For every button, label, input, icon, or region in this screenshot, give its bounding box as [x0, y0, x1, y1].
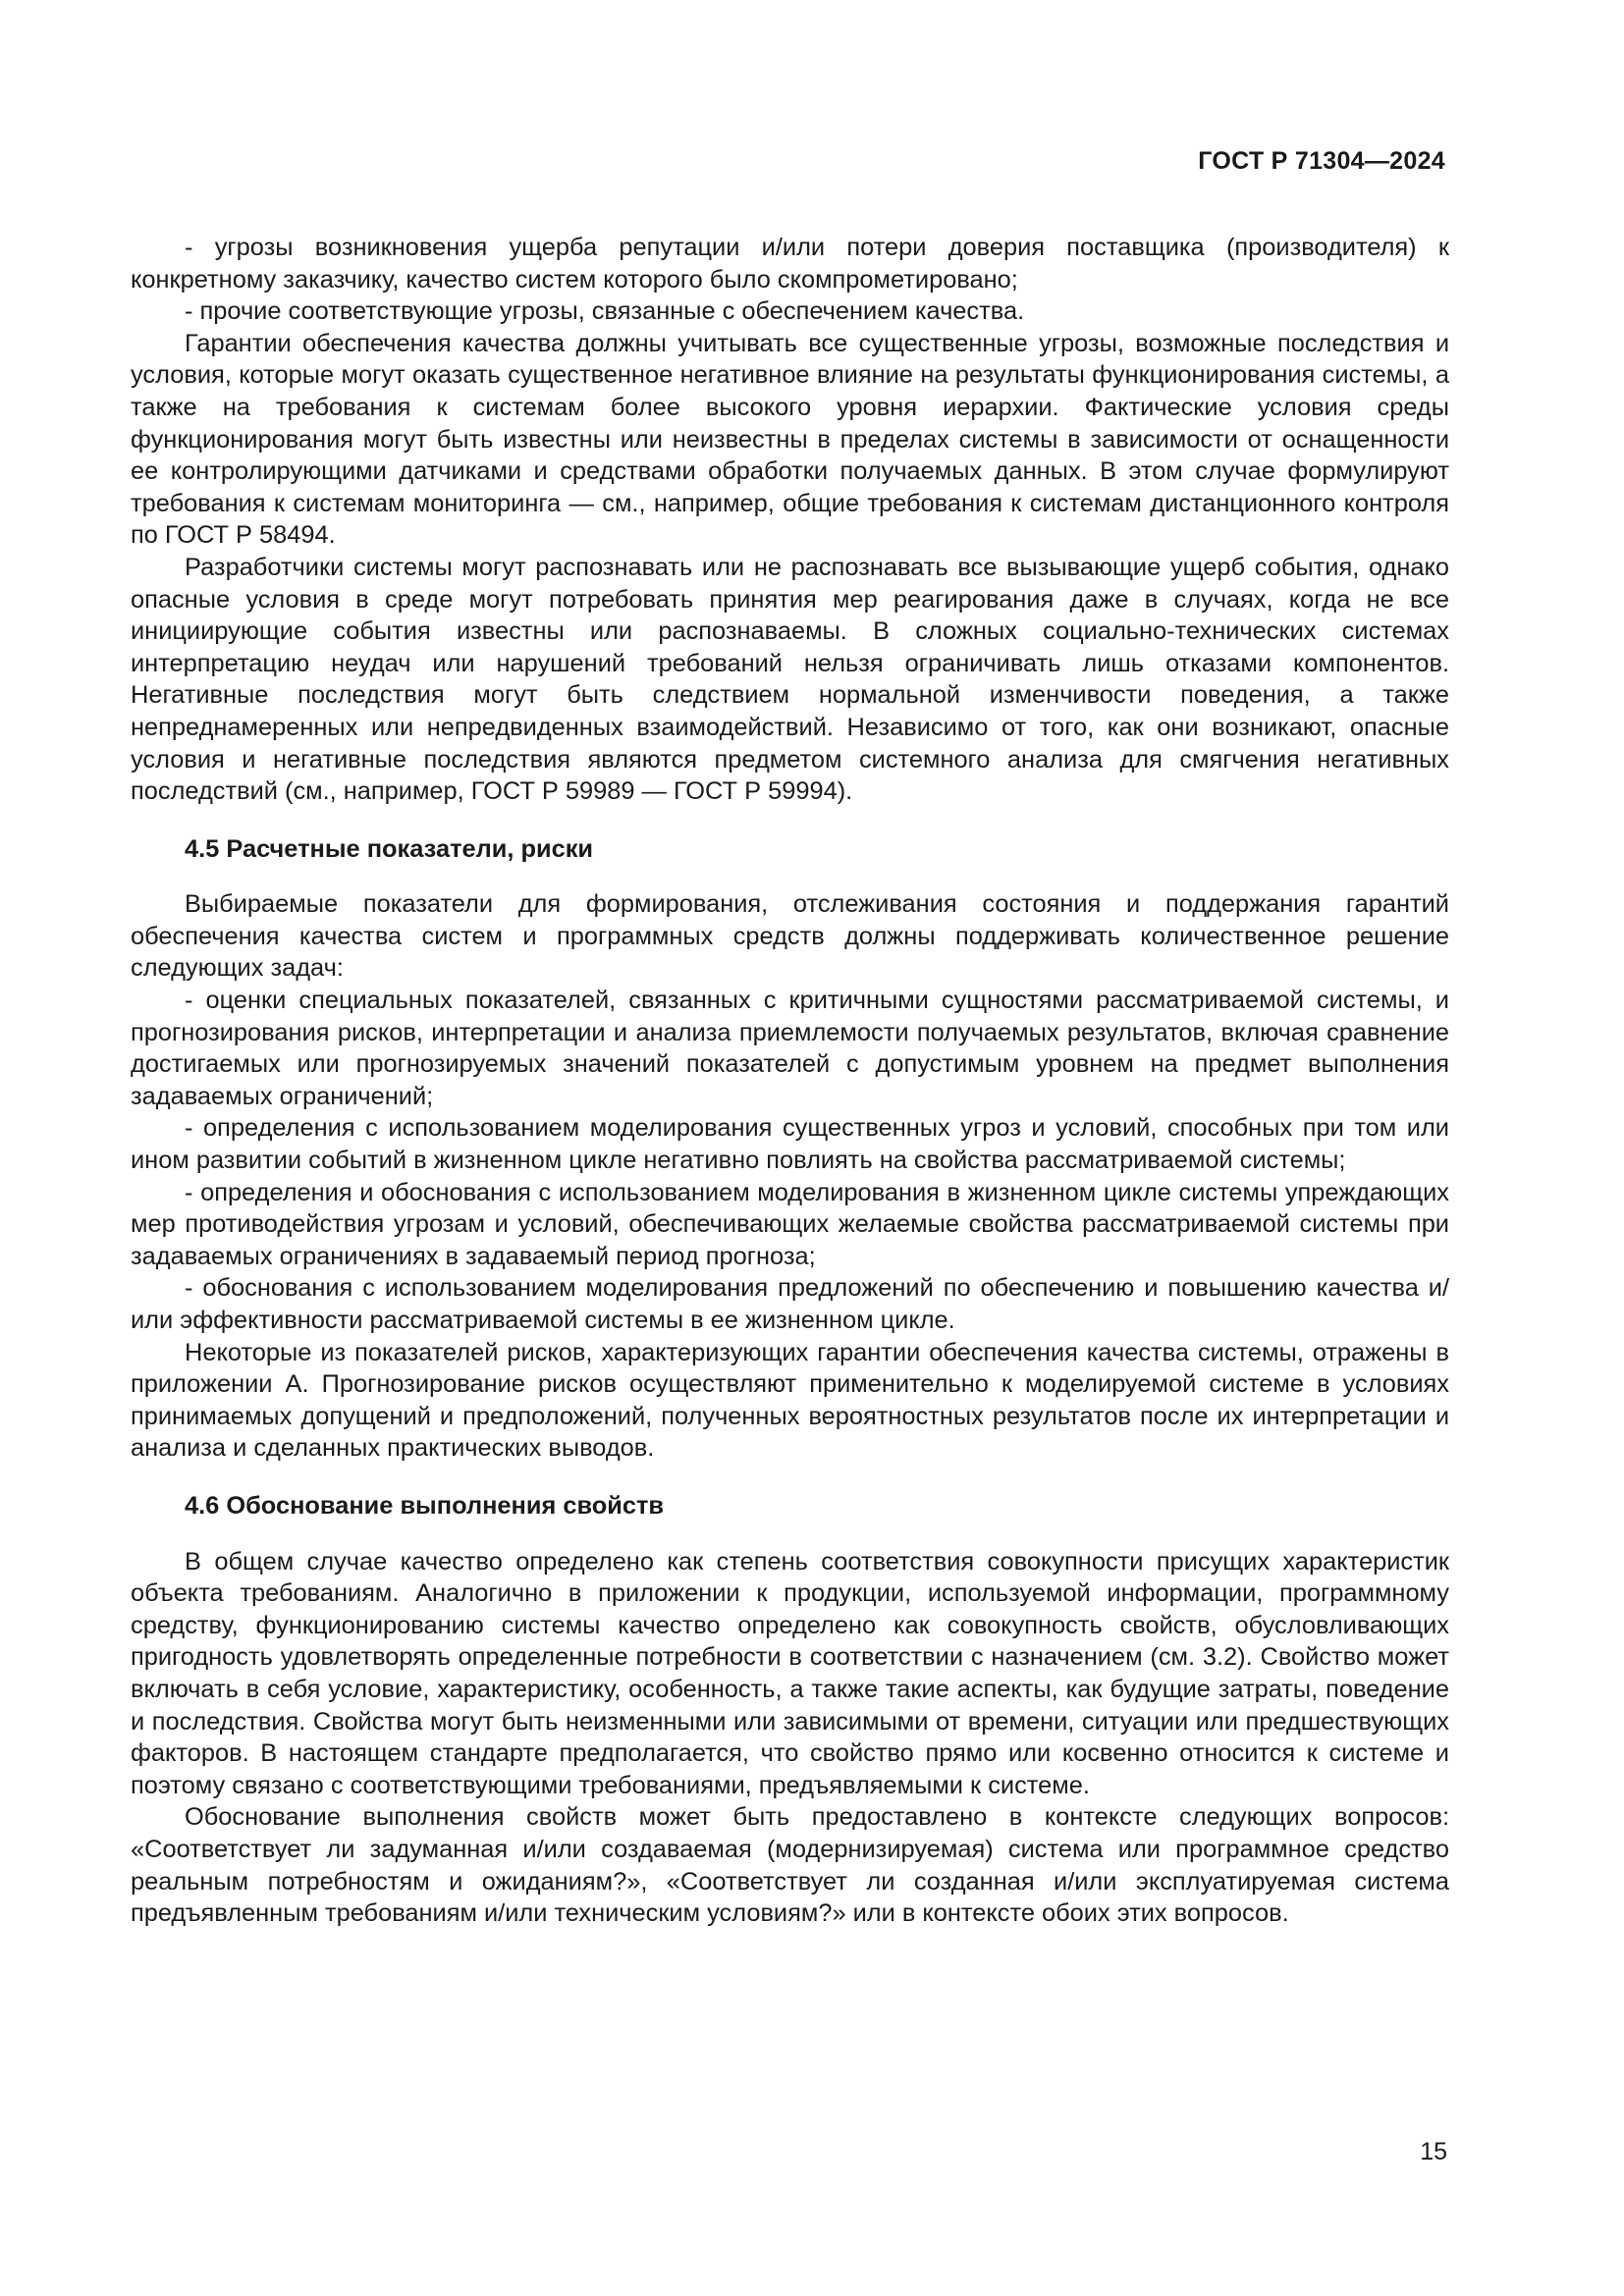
paragraph: В общем случае качество определено как степень соответствия совокупности присущих характеристик объекта требованиям. Аналогично в приложении к продукции, используемой информации, программному средству, функционированию системы качество определено как совокупность свойств, обусловливающих пригодность удовлетворять определенные потребности в соответствии с назначением (см. 3.2). Свойство может включать в себя условие, характеристику, особенность, а также такие аспекты, как будущие затраты, поведение и последствия. Свойства могут быть неизменными или зависимыми от времени, ситуации или предшествующих факторов. В настоящем стандарте предполагается, что свойство прямо или косвенно относится к системе и поэтому связано с соответствующими требованиями, предъявляемыми к системе.	[131, 1547, 1449, 1799]
page-number: 15	[1420, 2138, 1447, 2165]
paragraph: - угрозы возникновения ущерба репутации и/или потери доверия поставщика (производителя) к конкретному заказчику, качество систем которого было скомпрометировано;	[131, 234, 1449, 294]
document-body	[131, 232, 1449, 1930]
paragraph: - оценки специальных показателей, связанных с критичными сущностями рассматриваемой системы, и прогнозирования рисков, интерпретации и анализа приемлемости получаемых результатов, включая сравнение достигаемых или прогнозируемых значений показателей с допустимым уровнем на предмет выполнения задаваемых ограничений;	[131, 987, 1449, 1110]
paragraph: Выбираемые показатели для формирования, отслеживания состояния и поддержания гарантий обеспечения качества систем и программных средств должны поддерживать количественное решение следующих задач:	[131, 890, 1449, 983]
section-heading-4-5: 4.5 Расчетные показатели, риски	[185, 834, 594, 863]
paragraph: Обоснование выполнения свойств может быть предоставлено в контексте следующих вопросов: «Соответствует ли задуманная и/или создаваемая (модернизируемая) система или программное средство реальным потребностям и ожиданиям?», «Соответствует ли созданная и/или эксплуатируемая система предъявленным требованиям и/или техническим условиям?» или в контексте обоих этих вопросов.	[131, 1803, 1449, 1928]
section-heading-4-6: 4.6 Обоснование выполнения свойств	[185, 1491, 665, 1520]
paragraph: Некоторые из показателей рисков, характеризующих гарантии обеспечения качества системы, отражены в приложении А. Прогнозирование рисков осуществляют применительно к моделируемой системе в условиях принимаемых допущений и предположений, полученных вероятностных результатов после их интерпретации и анализа и сделанных практических выводов.	[131, 1338, 1449, 1463]
paragraph: - обоснования с использованием моделирования предложений по обеспечению и повышению качества и/или эффективности рассматриваемой системы в ее жизненном цикле.	[131, 1274, 1449, 1334]
paragraph: - определения и обоснования с использованием моделирования в жизненном цикле системы упреждающих мер противодействия угрозам и условий, обеспечивающих желаемые свойства рассматриваемой системы при задаваемых ограничениях в задаваемый период прогноза;	[131, 1178, 1449, 1270]
paragraph: - определения с использованием моделирования существенных угроз и условий, способных при том или ином развитии событий в жизненном цикле негативно повлиять на свойства рассматриваемой системы;	[131, 1114, 1449, 1175]
document-id: ГОСТ Р 71304—2024	[1198, 147, 1445, 175]
paragraph: - прочие соответствующие угрозы, связанные с обеспечением качества.	[185, 297, 1025, 326]
paragraph: Разработчики системы могут распознавать или не распознавать все вызывающие ущерб события, однако опасные условия в среде могут потребовать принятия мер реагирования даже в случаях, когда не все инициирующие события известны или распознаваемы. В сложных социально-технических системах интерпретацию неудач или нарушений требований нельзя ограничивать лишь отказами компонентов. Негативные последствия могут быть следствием нормальной изменчивости поведения, а также непреднамеренных или непредвиденных взаимодействий. Независимо от того, как они возникают, опасные условия и негативные последствия являются предметом системного анализа для смягчения негативных последствий (см., например, ГОСТ Р 59989 — ГОСТ Р 59994).	[131, 553, 1449, 806]
paragraph: Гарантии обеспечения качества должны учитывать все существенные угрозы, возможные последствия и условия, которые могут оказать существенное негативное влияние на результаты функционирования системы, а также на требования к системам более высокого уровня иерархии. Фактические условия среды функционирования могут быть известны или неизвестны в пределах системы в зависимости от оснащенности ее контролирующими датчиками и средствами обработки получаемых данных. В этом случае формулируют требования к системам мониторинга — см., например, общие требования к системам дистанционного контроля по ГОСТ Р 58494.	[131, 329, 1449, 550]
